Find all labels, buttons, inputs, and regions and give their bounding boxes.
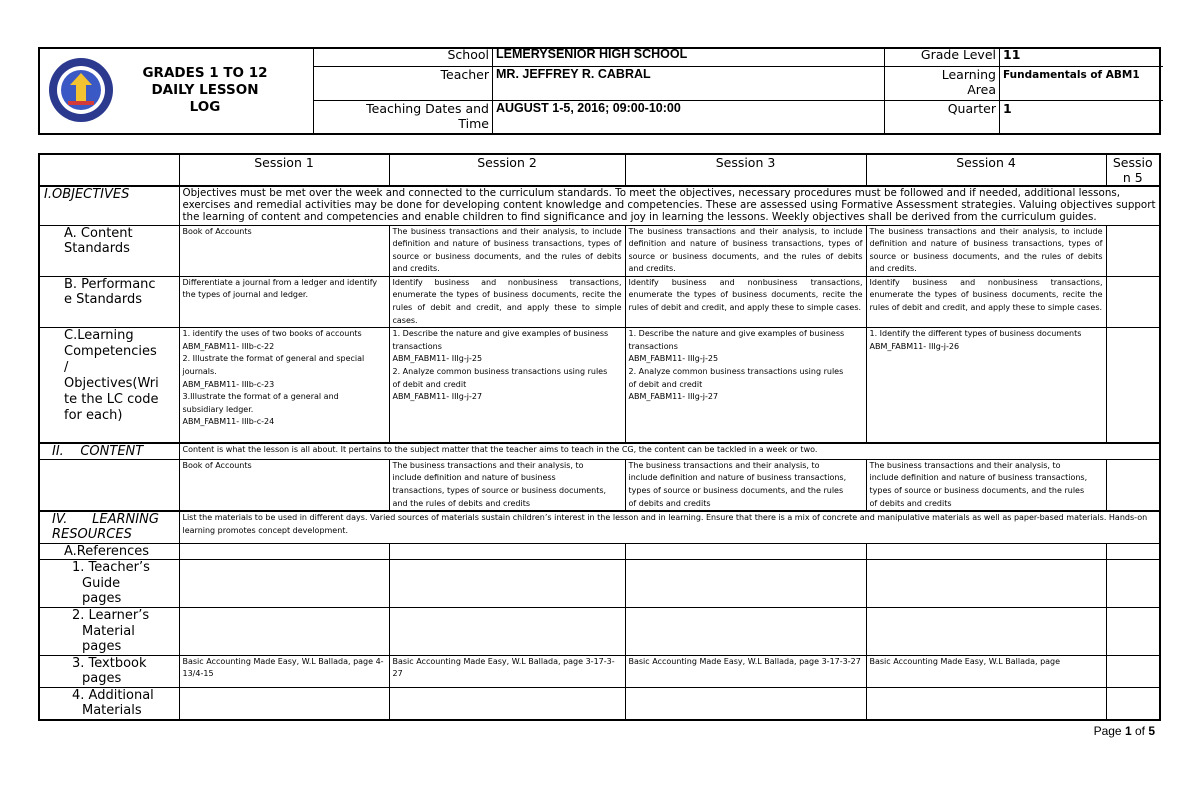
performance-standards-s4: Identify business and nonbusiness transactions, enumerate the types of business documents, recite the rules of debit and credit, and apply these to simple cases. (866, 276, 1106, 327)
learning-resources-text: List the materials to be used in different days. Varied sources of materials sustain children’s interest in the lesson and in learning. Ensure that there is a mix of concrete and manipulative materials as well as paper-based materials. Hands-on learning promotes concept development. (179, 511, 1160, 543)
session-5-header: Sessio n 5 (1106, 154, 1160, 186)
content-standards-s1: Book of Accounts (179, 225, 389, 276)
grade-level-value: 11 (1000, 47, 1164, 66)
textbook-s1: Basic Accounting Made Easy, W.L Ballada, page 4-13/4-15 (179, 655, 389, 687)
deped-seal-logo (48, 57, 114, 123)
content-standards-s3: The business transactions and their analysis, to include definition and nature of business transactions, types of source or business documents, and the rules of debits and credits. (625, 225, 866, 276)
performance-standards-s3: Identify business and nonbusiness transactions, enumerate the types of business documents, recite the rules of debit and credit, and apply these to simple cases. (625, 276, 866, 327)
textbook-label: 3. Textbook pages (39, 655, 179, 687)
session-1-header: Session 1 (179, 154, 389, 186)
objectives-label: I.OBJECTIVES (39, 186, 179, 225)
content-label: II. CONTENT (39, 443, 179, 460)
quarter-value: 1 (1000, 100, 1164, 135)
additional-materials-label: 4. Additional Materials (39, 687, 179, 720)
learning-area-label: Learning Area (885, 66, 1000, 100)
teaching-dates-label: Teaching Dates and Time (314, 100, 493, 135)
learning-area-value: Fundamentals of ABM1 (1000, 66, 1164, 100)
competencies-s3: 1. Describe the nature and give examples of business transactions ABM_FABM11- IIIg-j-25 2. Analyze common business transactions using rules of debit and credit ABM_FABM11- IIIg-j-27 (625, 328, 866, 443)
content-standards-label: A. Content Standards (39, 225, 179, 276)
session-2-header: Session 2 (389, 154, 625, 186)
competencies-s2: 1. Describe the nature and give examples of business transactions ABM_FABM11- IIIg-j-25 2. Analyze common business transactions using rules of debit and credit ABM_FABM11- IIIg-j-27 (389, 328, 625, 443)
teachers-guide-label: 1. Teacher’s Guide pages (39, 560, 179, 608)
session-3-header: Session 3 (625, 154, 866, 186)
lesson-log-table (38, 153, 1161, 721)
content-s5 (1106, 459, 1160, 511)
corner-cell (39, 154, 179, 186)
grade-level-label: Grade Level (885, 47, 1000, 66)
teacher-value: MR. JEFFREY R. CABRAL (493, 66, 885, 100)
content-s2: The business transactions and their analysis, to include definition and nature of business transactions, types of source or business documents, and the rules of debits and credits (389, 459, 625, 511)
header-info-table (313, 47, 1163, 135)
competencies-label: C.Learning Competencies / Objectives(Wri te the LC code for each) (39, 328, 179, 443)
performance-standards-label: B. Performanc e Standards (39, 276, 179, 327)
textbook-s2: Basic Accounting Made Easy, W.L Ballada, page 3-17-3-27 (389, 655, 625, 687)
school-label: School (314, 47, 493, 66)
header-block (38, 47, 1161, 135)
content-text: Content is what the lesson is all about. It pertains to the subject matter that the teacher aims to teach in the CG, the content can be tackled in a week or two. (179, 443, 1160, 460)
content-blank-label (39, 459, 179, 511)
textbook-s3: Basic Accounting Made Easy, W.L Ballada, page 3-17-3-27 (625, 655, 866, 687)
performance-standards-s2: Identify business and nonbusiness transactions, enumerate the types of business documents, recite the rules of debit and credit, and apply these to simple cases. (389, 276, 625, 327)
content-standards-s5 (1106, 225, 1160, 276)
performance-standards-s5 (1106, 276, 1160, 327)
school-value: LEMERYSENIOR HIGH SCHOOL (493, 47, 885, 66)
performance-standards-s1: Differentiate a journal from a ledger and identify the types of journal and ledger. (179, 276, 389, 327)
session-4-header: Session 4 (866, 154, 1106, 186)
teaching-dates-value: AUGUST 1-5, 2016; 09:00-10:00 (493, 100, 885, 135)
competencies-s4: 1. Identify the different types of business documents ABM_FABM11- IIIg-j-26 (866, 328, 1106, 443)
content-standards-s2: The business transactions and their analysis, to include definition and nature of business transactions, types of source or business documents, and the rules of debits and credits. (389, 225, 625, 276)
learning-resources-label: IV. LEARNING RESOURCES (39, 511, 179, 543)
competencies-s5 (1106, 328, 1160, 443)
competencies-s1: 1. identify the uses of two books of accounts ABM_FABM11- IIIb-c-22 2. Illustrate the format of general and special journals. ABM_FABM11- IIIb-c-23 3.Illustrate the format of a general and subsidiary ledger. ABM_FABM11- IIIb-c-24 (179, 328, 389, 443)
objectives-text: Objectives must be met over the week and connected to the curriculum standards. To meet the objectives, necessary procedures must be followed and if needed, additional lessons, exercises and remedial activities may be done for developing content knowledge and competencies. These are assessed using Formative Assessment strategies. Valuing objectives support the learning of content and competencies and enable children to find significance and joy in learning the lessons. Weekly objectives shall be derived from the curriculum guides. (179, 186, 1160, 225)
content-s3: The business transactions and their analysis, to include definition and nature of business transactions, types of source or business documents, and the rules of debits and credits (625, 459, 866, 511)
learners-material-label: 2. Learner’s Material pages (39, 608, 179, 656)
teacher-label: Teacher (314, 66, 493, 100)
page-number: Page 1 of 5 (1093, 724, 1155, 738)
content-standards-s4: The business transactions and their analysis, to include definition and nature of business transactions, types of source or business documents, and the rules of debits and credits. (866, 225, 1106, 276)
references-label: A.References (39, 543, 179, 560)
content-s4: The business transactions and their analysis, to include definition and nature of business transactions, types of source or business documents, and the rules of debits and credits (866, 459, 1106, 511)
page-title: GRADES 1 TO 12 DAILY LESSON LOG (142, 65, 268, 115)
quarter-label: Quarter (885, 100, 1000, 135)
content-s1: Book of Accounts (179, 459, 389, 511)
textbook-s4: Basic Accounting Made Easy, W.L Ballada, page (866, 655, 1106, 687)
